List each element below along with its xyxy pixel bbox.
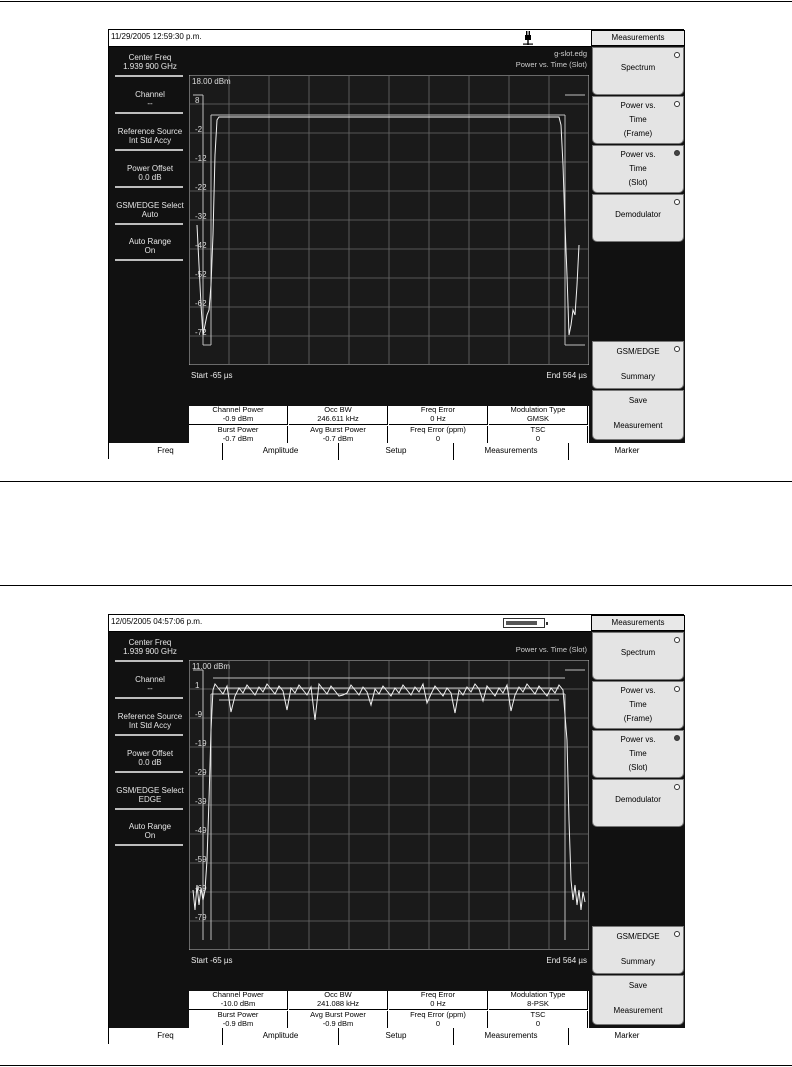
reference-level-label: 18.00 dBm <box>192 77 231 86</box>
parameter-panel <box>109 47 189 443</box>
y-axis-tick-label: -29 <box>195 768 207 777</box>
measurement-title: Power vs. Time (Slot) <box>515 645 587 654</box>
result-label: Freq Error (ppm) <box>410 425 466 434</box>
softkey-save-measurement[interactable]: Save Measurement <box>592 390 684 440</box>
divider <box>115 734 183 736</box>
radio-off-icon <box>674 686 680 692</box>
result-value: -0.7 dBm <box>222 433 254 443</box>
result-value: -0.9 dBm <box>222 413 254 423</box>
result-value: 0 <box>435 1018 441 1028</box>
start-time-label: Start -65 µs <box>191 371 233 380</box>
plug-icon <box>522 31 534 45</box>
result-label: Channel Power <box>212 405 264 414</box>
status-bar <box>109 615 591 632</box>
divider <box>115 149 183 151</box>
menu-measurements[interactable]: Measurements <box>454 1028 569 1045</box>
result-freq-error <box>389 991 488 1010</box>
divider <box>115 844 183 846</box>
y-axis-tick-label: -12 <box>195 154 207 163</box>
main-menu-bar <box>109 1028 685 1045</box>
softkey-menu-title: Measurements <box>591 30 685 46</box>
result-value: 0 Hz <box>430 413 446 423</box>
plot-area <box>189 632 589 994</box>
result-label: Occ BW <box>324 405 352 414</box>
radio-on-icon <box>674 735 680 741</box>
radio-off-icon <box>674 52 680 58</box>
page-rule <box>0 585 792 586</box>
divider <box>115 259 183 261</box>
result-value: 246.611 kHz <box>317 413 359 423</box>
y-axis-tick-label: -32 <box>195 212 207 221</box>
y-axis-tick-label: -49 <box>195 826 207 835</box>
end-time-label: End 564 µs <box>546 956 587 965</box>
softkey-demodulator[interactable]: Demodulator <box>592 779 684 827</box>
softkey-panel <box>591 615 685 1028</box>
menu-freq[interactable]: Freq <box>109 443 223 460</box>
y-axis-tick-label: -9 <box>195 710 203 719</box>
menu-setup[interactable]: Setup <box>339 1028 454 1045</box>
analyzer-screen-2 <box>108 614 684 1044</box>
y-axis-tick-label: -39 <box>195 797 207 806</box>
y-axis-tick-label: -79 <box>195 913 207 922</box>
divider <box>115 75 183 77</box>
softkey-demodulator[interactable]: Demodulator <box>592 194 684 242</box>
softkey-gsm-edge-summary[interactable]: GSM/EDGE Summary <box>592 926 684 974</box>
radio-off-icon <box>674 637 680 643</box>
reference-level-label: 11.00 dBm <box>192 662 231 671</box>
result-label: TSC <box>530 1010 546 1019</box>
result-value: 0 Hz <box>430 998 446 1008</box>
divider <box>115 697 183 699</box>
radio-off-icon <box>674 784 680 790</box>
result-value: 0 <box>435 433 441 443</box>
param-auto-range: Auto Range On <box>113 237 187 255</box>
page-rule-bottom <box>0 1065 792 1066</box>
menu-marker[interactable]: Marker <box>614 1031 640 1040</box>
result-channel-power <box>189 991 288 1010</box>
param-channel: Channel -- <box>113 675 187 693</box>
menu-amplitude[interactable]: Amplitude <box>223 443 339 460</box>
result-label: Freq Error (ppm) <box>410 1010 466 1019</box>
result-value: 8-PSK <box>527 998 549 1008</box>
softkey-power-vs-time-frame[interactable]: Power vs. Time (Frame) <box>592 681 684 729</box>
divider <box>115 660 183 662</box>
results-table <box>189 406 589 446</box>
divider <box>115 223 183 225</box>
analyzer-screen-1 <box>108 29 684 459</box>
param-reference-source: Reference Source Int Std Accy <box>113 127 187 145</box>
param-auto-range: Auto Range On <box>113 822 187 840</box>
menu-setup[interactable]: Setup <box>339 443 454 460</box>
softkey-spectrum[interactable]: Spectrum <box>592 47 684 95</box>
result-label: Modulation Type <box>510 990 566 999</box>
result-channel-power <box>189 406 288 425</box>
result-label: Modulation Type <box>510 405 566 414</box>
softkey-power-vs-time-slot[interactable]: Power vs. Time (Slot) <box>592 145 684 193</box>
page-rule <box>0 481 792 482</box>
parameter-panel <box>109 632 189 1028</box>
start-time-label: Start -65 µs <box>191 956 233 965</box>
divider <box>115 186 183 188</box>
status-bar <box>109 30 591 47</box>
result-label: Freq Error <box>420 990 456 999</box>
param-gsm-edge-select: GSM/EDGE Select Auto <box>113 201 187 219</box>
menu-measurements[interactable]: Measurements <box>454 443 569 460</box>
y-axis-tick-label: -59 <box>195 855 207 864</box>
measurement-title: Power vs. Time (Slot) <box>515 60 587 69</box>
divider <box>115 771 183 773</box>
battery-icon <box>503 618 545 628</box>
y-axis-tick-label: -2 <box>195 125 203 134</box>
result-label: Occ BW <box>324 990 352 999</box>
power-vs-time-graph <box>189 660 589 950</box>
radio-on-icon <box>674 150 680 156</box>
y-axis-tick-label: 1 <box>195 681 200 690</box>
softkey-spectrum[interactable]: Spectrum <box>592 632 684 680</box>
param-channel: Channel -- <box>113 90 187 108</box>
result-label: Freq Error <box>420 405 456 414</box>
radio-off-icon <box>674 199 680 205</box>
y-axis-tick-label: -72 <box>195 328 207 337</box>
main-menu-bar <box>109 443 685 460</box>
y-axis-tick-label: -19 <box>195 739 207 748</box>
result-label: TSC <box>530 425 546 434</box>
result-occ-bw <box>289 991 388 1010</box>
divider <box>115 112 183 114</box>
result-modulation-type <box>489 406 588 425</box>
result-label: Burst Power <box>217 425 259 434</box>
date-time: 11/29/2005 12:59:30 p.m. <box>111 32 202 41</box>
result-freq-error <box>389 406 488 425</box>
power-vs-time-graph <box>189 75 589 365</box>
result-value: -10.0 dBm <box>220 998 256 1008</box>
result-label: Avg Burst Power <box>310 425 366 434</box>
date-time: 12/05/2005 04:57:06 p.m. <box>111 617 203 626</box>
radio-off-icon <box>674 101 680 107</box>
radio-off-icon <box>674 931 680 937</box>
result-label: Channel Power <box>212 990 264 999</box>
result-value: -0.9 dBm <box>322 1018 354 1028</box>
menu-amplitude[interactable]: Amplitude <box>223 1028 339 1045</box>
softkey-power-vs-time-slot[interactable]: Power vs. Time (Slot) <box>592 730 684 778</box>
result-value: 241.088 kHz <box>316 998 360 1008</box>
param-center-freq: Center Freq 1.939 900 GHz <box>113 638 187 656</box>
result-label: Avg Burst Power <box>310 1010 366 1019</box>
param-gsm-edge-select: GSM/EDGE Select EDGE <box>113 786 187 804</box>
param-power-offset: Power Offset 0.0 dB <box>113 749 187 767</box>
plot-area <box>189 47 589 409</box>
battery-level-fill <box>506 621 537 625</box>
result-label: Burst Power <box>217 1010 259 1019</box>
menu-freq[interactable]: Freq <box>109 1028 223 1045</box>
result-value: 0 <box>535 433 541 443</box>
softkey-menu-title: Measurements <box>591 615 685 631</box>
result-value: -0.9 dBm <box>222 1018 254 1028</box>
y-axis-tick-label: -22 <box>195 183 207 192</box>
divider <box>115 808 183 810</box>
y-axis-tick-label: -62 <box>195 299 207 308</box>
result-value: 0 <box>535 1018 541 1028</box>
menu-marker[interactable]: Marker <box>614 446 640 455</box>
radio-off-icon <box>674 346 680 352</box>
result-occ-bw <box>289 406 388 425</box>
results-table <box>189 991 589 1031</box>
y-axis-tick-label: -52 <box>195 270 207 279</box>
battery-tip <box>546 622 548 625</box>
y-axis-tick-label: 8 <box>195 96 200 105</box>
result-value: -0.7 dBm <box>322 433 354 443</box>
y-axis-tick-label: -69 <box>195 884 207 893</box>
param-center-freq: Center Freq 1.939 900 GHz <box>113 53 187 71</box>
result-value: GMSK <box>526 413 550 423</box>
result-modulation-type <box>489 991 588 1010</box>
softkey-power-vs-time-frame[interactable]: Power vs. Time (Frame) <box>592 96 684 144</box>
param-reference-source: Reference Source Int Std Accy <box>113 712 187 730</box>
softkey-save-measurement[interactable]: Save Measurement <box>592 975 684 1025</box>
y-axis-tick-label: -42 <box>195 241 207 250</box>
setup-file-name: g-slot.edg <box>554 49 587 58</box>
param-power-offset: Power Offset 0.0 dB <box>113 164 187 182</box>
page-rule-top <box>0 1 792 2</box>
softkey-panel <box>591 30 685 443</box>
end-time-label: End 564 µs <box>546 371 587 380</box>
softkey-gsm-edge-summary[interactable]: GSM/EDGE Summary <box>592 341 684 389</box>
